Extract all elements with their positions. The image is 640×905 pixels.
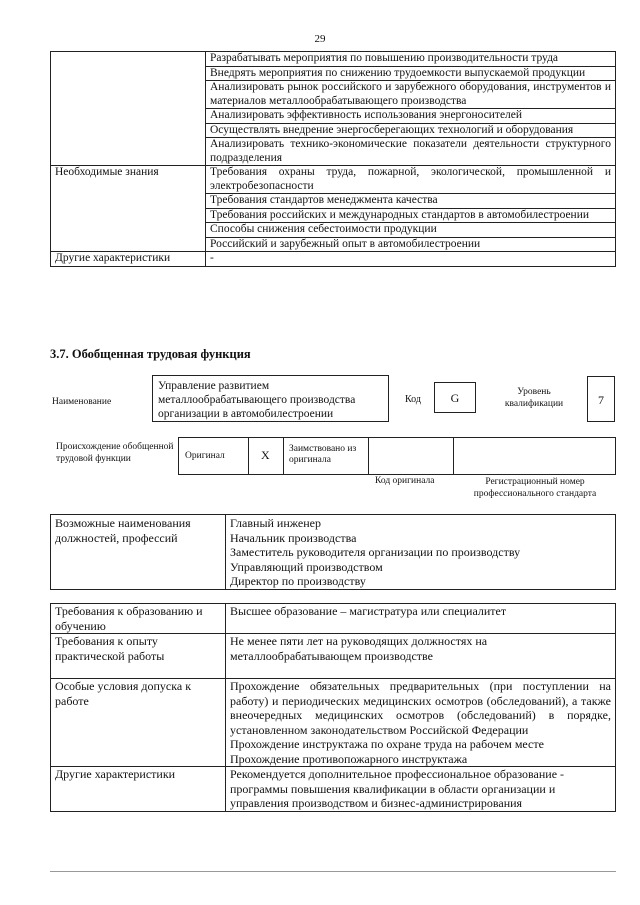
table-cell: Высшее образование – магистратура или специалитет [226, 604, 616, 634]
table-label-cell: Требования к опыту практической работы [51, 634, 226, 679]
table-label-cell [51, 52, 206, 166]
table-row [51, 52, 616, 67]
table-cell: Анализировать технико-экономические показатели деятельности структурного подразделения [206, 138, 616, 166]
registration-number-caption: Регистрационный номер профессионального стандарта [473, 477, 597, 499]
page-number: 29 [314, 33, 326, 45]
table-row [51, 166, 616, 194]
list-item: Прохождение противопожарного инструктажа [230, 751, 468, 766]
positions-table [50, 514, 616, 590]
table-label-cell: Другие характеристики [51, 767, 226, 812]
bottom-divider [50, 871, 616, 872]
table-cell: Внедрять мероприятия по снижению трудоемкости выпускаемой продукции [206, 66, 616, 81]
table-label-cell: Необходимые знания [51, 166, 206, 252]
list-item: Директор по производству [230, 574, 366, 588]
original-label: Оригинал [185, 451, 225, 461]
table-row [51, 634, 616, 679]
table-row [51, 252, 616, 267]
table-row [51, 767, 616, 812]
section-title: 3.7. Обобщенная трудовая функция [50, 347, 251, 361]
positions-label: Возможные наименования должностей, профессий [51, 515, 226, 590]
list-item: Управляющий производством [230, 559, 383, 574]
list-item: Заместитель руководителя организации по производству [230, 545, 521, 559]
original-mark-cell [249, 438, 284, 474]
table-label-cell: Другие характеристики [51, 252, 206, 267]
table-row [51, 515, 616, 590]
table-cell: Анализировать рынок российского и зарубежного оборудования, инструментов и материалов металлообрабатывающего производства [206, 81, 616, 109]
list-item: Начальник производства [230, 530, 357, 545]
original-mark: X [261, 448, 270, 462]
function-name-box: Управление развитием металлообрабатывающего производства организации в автомобилестроении [152, 375, 389, 422]
level-box: 7 [587, 376, 615, 422]
list-item: Прохождение обязательных предварительных (при поступлении на работу) и периодических медицинских осмотров (обследований), а также внеочередных медицинских осмотров (обследований) в порядке, установленном законодательством Российской Федерации [230, 679, 611, 737]
registration-number-cell [454, 438, 615, 474]
original-label-cell [179, 438, 249, 474]
borrowed-label-cell [284, 438, 369, 474]
table-cell: Разрабатывать мероприятия по повышению производительности труда [206, 52, 616, 67]
positions-list [226, 515, 616, 590]
table-cell: Требования российских и международных стандартов в автомобилестроении [206, 208, 616, 223]
table-cell: Рекомендуется дополнительное профессиональное образование - программы повышения квалификации в области организации и управления производством и бизнес-администрирования [226, 767, 616, 812]
original-code-cell [369, 438, 454, 474]
code-label: Код [405, 394, 421, 405]
table-cell: - [206, 252, 616, 267]
knowledge-table [50, 51, 616, 267]
origin-row [178, 437, 616, 475]
original-code-caption: Код оригинала [375, 476, 435, 486]
table-cell: Российский и зарубежный опыт в автомобилестроении [206, 237, 616, 252]
table-label-cell: Требования к образованию и обучению [51, 604, 226, 634]
requirements-table [50, 603, 616, 812]
table-cell: Требования охраны труда, пожарной, экологической, промышленной и электробезопасности [206, 166, 616, 194]
origin-label: Происхождение обобщенной трудовой функции [56, 442, 174, 464]
list-item: Главный инженер [230, 516, 321, 530]
table-cell [226, 679, 616, 767]
table-cell: Требования стандартов менеджмента качества [206, 194, 616, 209]
level-label: Уровень квалификации [504, 387, 564, 409]
table-row [51, 679, 616, 767]
table-cell: Не менее пяти лет на руководящих должностях на металлообрабатывающем производстве [226, 634, 616, 679]
table-row [51, 604, 616, 634]
name-label: Наименование [52, 397, 112, 407]
table-cell: Способы снижения себестоимости продукции [206, 223, 616, 238]
code-box: G [434, 382, 476, 413]
table-label-cell: Особые условия допуска к работе [51, 679, 226, 767]
borrowed-label: Заимствовано из оригинала [289, 444, 357, 465]
table-cell: Осуществлять внедрение энергосберегающих технологий и оборудования [206, 123, 616, 138]
list-item: Прохождение инструктажа по охране труда на рабочем месте [230, 737, 544, 751]
table-cell: Анализировать эффективность использования энергоносителей [206, 109, 616, 124]
